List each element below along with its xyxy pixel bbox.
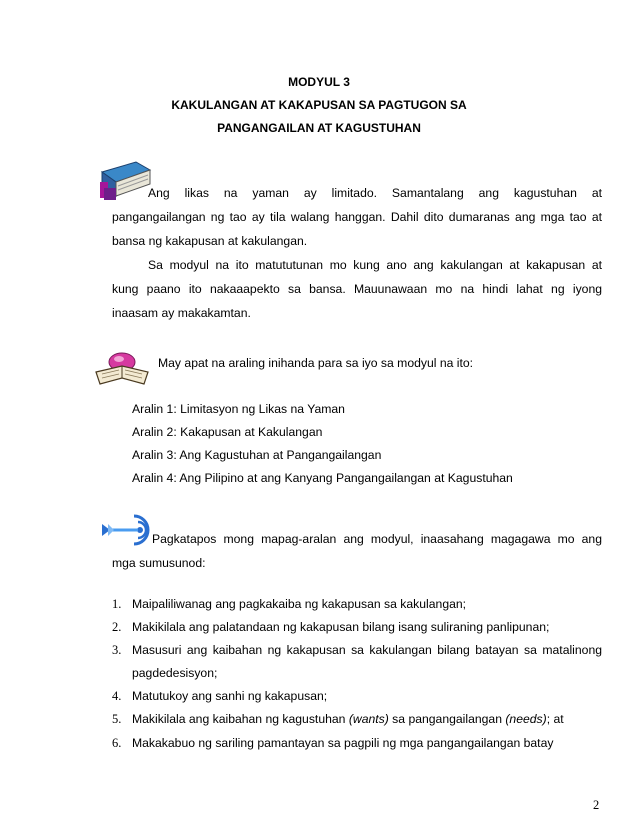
title-line-2: PANGANGAILAN AT KAGUSTUHAN <box>217 121 421 135</box>
objective-number-3: 3. <box>112 643 122 657</box>
objectives-intro-line-2: mga sumusunod: <box>112 556 206 570</box>
intro-line-6: inaasam ay makakamtan. <box>112 306 251 320</box>
intro-line-4: Sa modyul na ito matututunan mo kung ano ang kakulangan at kakapusan at <box>148 258 602 272</box>
intro-line-2: pangangailangan ng tao ay tila walang hanggan. Dahil dito dumaranas ang mga tao at <box>112 210 602 224</box>
page-number: 2 <box>593 798 600 812</box>
objective-5-text-e: ; at <box>546 712 564 726</box>
objective-5-wants: (wants) <box>348 712 389 726</box>
lesson-item-2: Aralin 2: Kakapusan at Kakulangan <box>132 425 323 439</box>
objective-item-1: Maipaliliwanag ang pagkakaiba ng kakapusan sa kakulangan; <box>132 597 467 611</box>
book-icon <box>100 160 152 200</box>
lesson-item-4: Aralin 4: Ang Pilipino at ang Kanyang Pangangailangan at Kagustuhan <box>132 471 513 485</box>
module-label: MODYUL 3 <box>288 75 350 89</box>
objective-number-2: 2. <box>112 620 122 634</box>
intro-line-5: kung paano ito nakaaapekto sa bansa. Mauunawaan mo na hindi lahat ng iyong <box>112 282 602 296</box>
objective-item-3: Masusuri ang kaibahan ng kakapusan sa kakulangan bilang batayan sa matalinong <box>132 643 602 657</box>
target-icon <box>100 512 152 548</box>
objective-number-5: 5. <box>112 712 122 726</box>
objective-item-3-continuation: pagdedesisyon; <box>132 666 218 680</box>
lessons-intro: May apat na araling inihanda para sa iyo sa modyul na ito: <box>158 356 474 370</box>
objective-item-5 <box>132 712 564 726</box>
objective-5-needs: (needs) <box>505 712 547 726</box>
objective-5-text-a: Makikilala ang kaibahan ng kagustuhan <box>132 712 349 726</box>
objective-number-4: 4. <box>112 689 122 703</box>
objective-number-6: 6. <box>112 736 122 750</box>
objective-number-1: 1. <box>112 597 122 611</box>
objective-5-text-c: sa pangangailangan <box>388 712 506 726</box>
objective-item-6: Makakabuo ng sariling pamantayan sa pagpili ng mga pangangailangan batay <box>132 736 554 750</box>
objectives-intro-line-1: Pagkatapos mong mapag-aralan ang modyul, inaasahang magagawa mo ang <box>152 532 602 546</box>
lesson-item-1: Aralin 1: Limitasyon ng Likas na Yaman <box>132 402 345 416</box>
open-book-icon <box>92 350 152 386</box>
title-line-1: KAKULANGAN AT KAKAPUSAN SA PAGTUGON SA <box>171 98 467 112</box>
objective-item-2: Makikilala ang palatandaan ng kakapusan bilang isang suliraning panlipunan; <box>132 620 550 634</box>
lesson-item-3: Aralin 3: Ang Kagustuhan at Pangangailangan <box>132 448 382 462</box>
intro-line-1: Ang likas na yaman ay limitado. Samantalang ang kagustuhan at <box>148 186 602 200</box>
intro-line-3: bansa ng kakapusan at kakulangan. <box>112 234 308 248</box>
objective-item-4: Matutukoy ang sanhi ng kakapusan; <box>132 689 328 703</box>
